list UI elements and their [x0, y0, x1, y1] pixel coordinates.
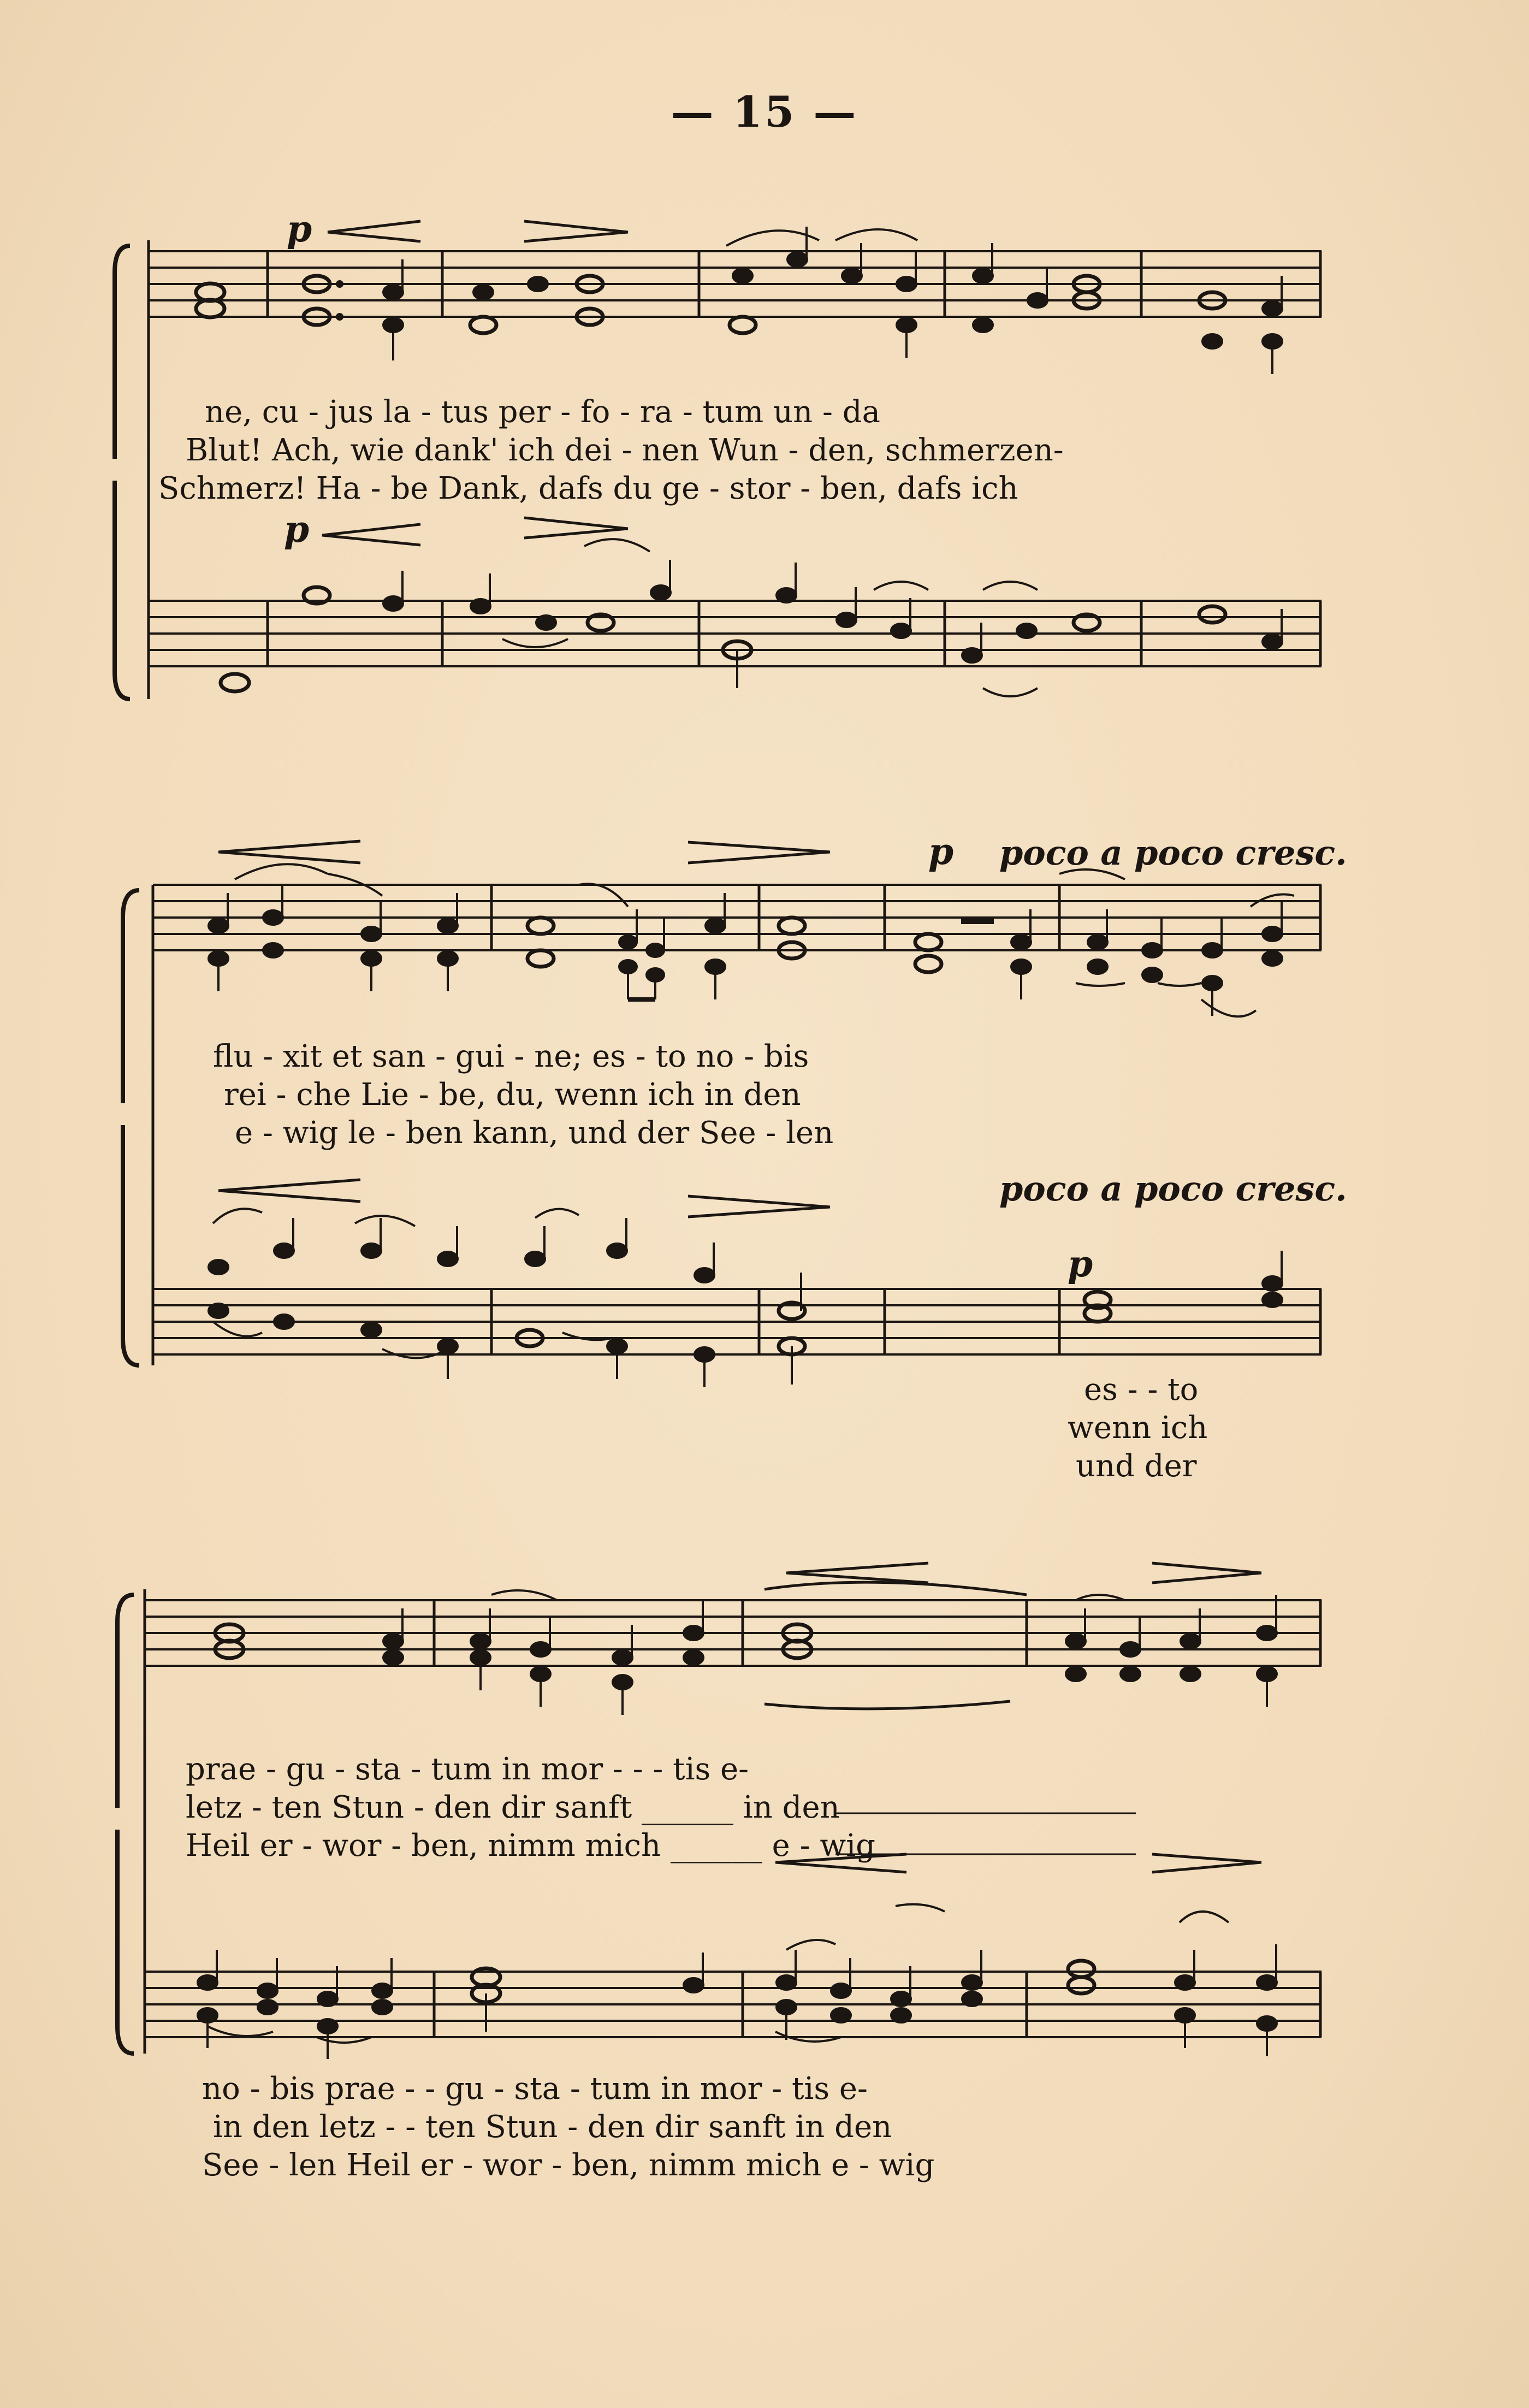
lyric-line-german-2: Schmerz! Ha - be Dank, dafs du ge - stor - ben, dafs ich	[158, 471, 1018, 506]
lyric-line-german-1: letz - ten Stun - den dir sanft ______ in den	[186, 1790, 840, 1825]
top-dynamic-marking: p	[928, 830, 954, 873]
upper-dynamic-marking: p	[287, 208, 312, 250]
lyric-line-german-1: Blut! Ach, wie dank' ich dei - nen Wun - den, schmerzen-	[186, 433, 1064, 468]
lower-lyric-line-german-1: wenn ich	[1068, 1410, 1208, 1446]
lower-lyric-line-german-2: und der	[1076, 1448, 1197, 1484]
lyric-line-latin: flu - xit et san - gui - ne; es - to no - bis	[213, 1039, 809, 1074]
lyric-line-german-2: e - wig le - ben kann, und der See - len	[235, 1115, 834, 1151]
lower-lyric-line-german-1: in den letz - - ten Stun - den dir sanft in den	[213, 2109, 892, 2145]
lower-lyric-line-latin: es - - to	[1084, 1372, 1199, 1407]
lyric-line-latin: prae - gu - sta - tum in mor - - - tis e-	[186, 1752, 749, 1787]
lower-dynamic-marking: p	[284, 508, 310, 551]
system-1	[0, 208, 1529, 721]
page-number: — 15 —	[671, 87, 858, 137]
lyric-line-latin: ne, cu - jus la - tus per - fo - ra - tum un - da	[205, 394, 880, 430]
system-2	[0, 819, 1529, 1518]
lower-lyric-line-latin: no - bis prae - - gu - sta - tum in mor - tis e-	[202, 2071, 868, 2107]
lyric-line-german-2: Heil er - wor - ben, nimm mich ______ e - wig	[186, 1828, 876, 1863]
lyric-line-german-1: rei - che Lie - be, du, wenn ich in den	[224, 1077, 801, 1113]
system-3	[0, 1551, 1529, 2228]
middle-expression-marking: poco a poco cresc.	[999, 1169, 1347, 1209]
top-expression-marking: poco a poco cresc.	[999, 833, 1347, 873]
lower-dynamic-marking: p	[1068, 1243, 1093, 1285]
lower-lyric-line-german-2: See - len Heil er - wor - ben, nimm mich e - wig	[202, 2147, 935, 2183]
